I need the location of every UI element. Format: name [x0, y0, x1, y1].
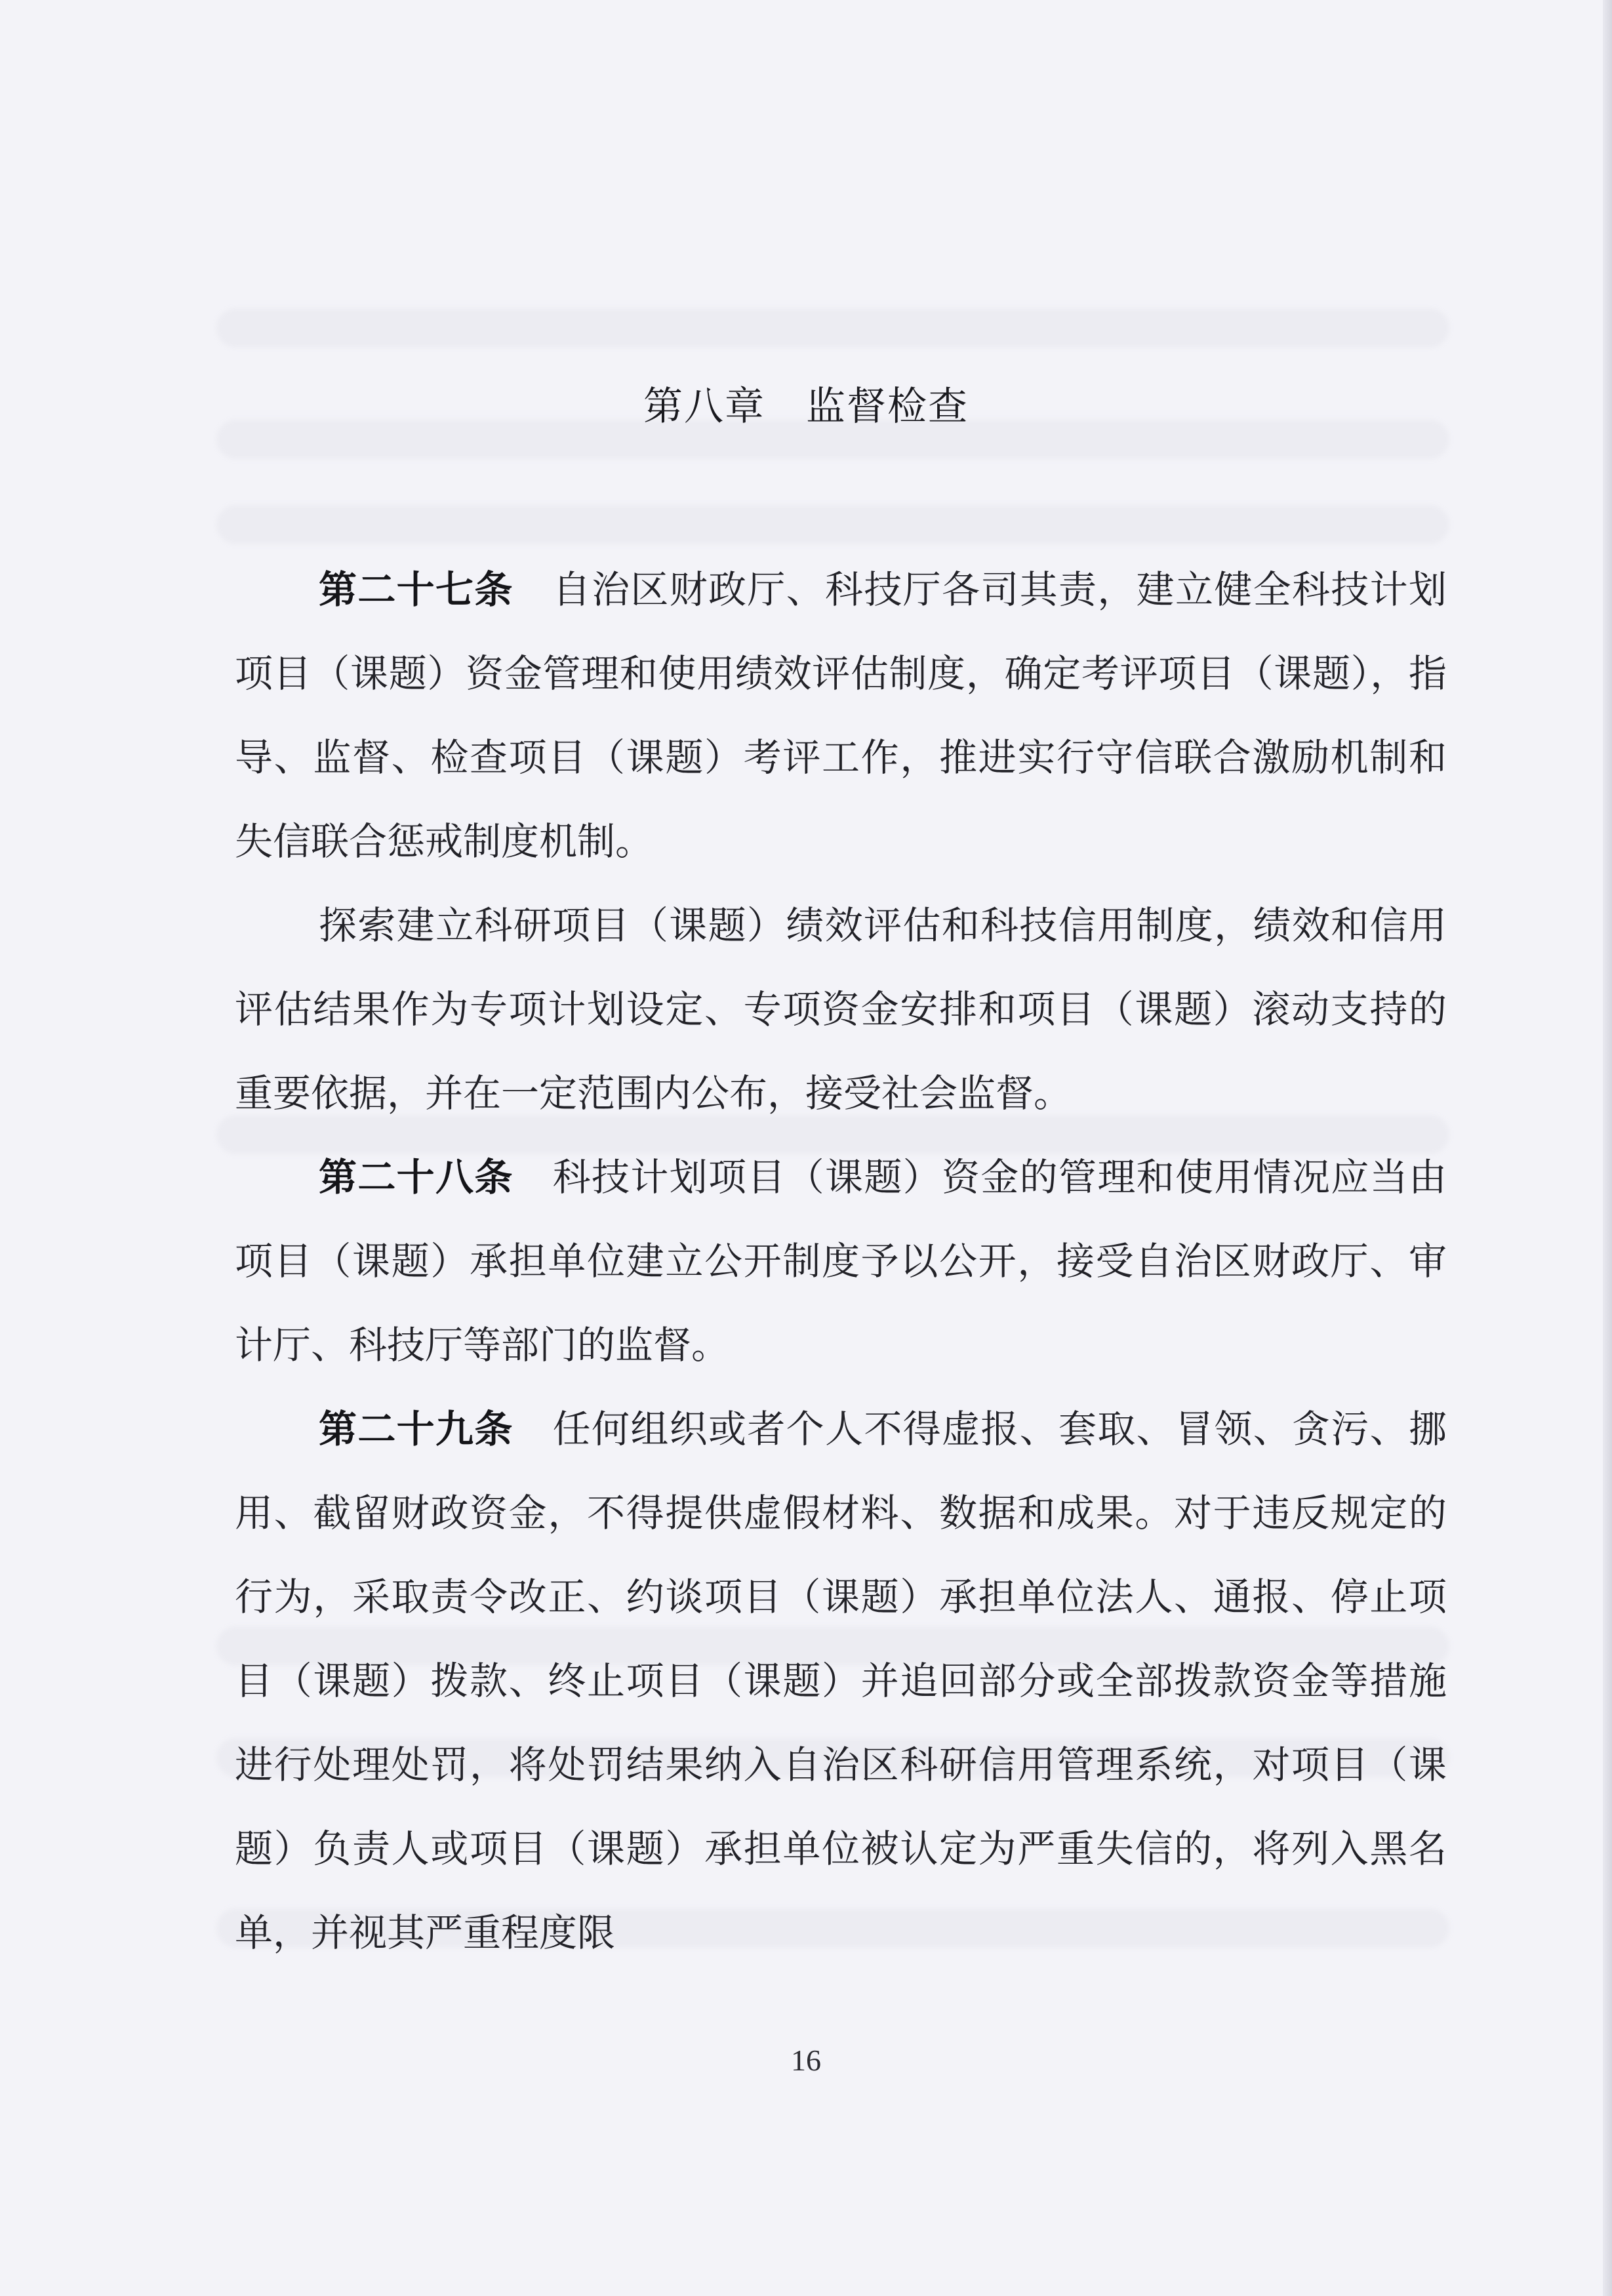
article-paragraph: [235, 1135, 1447, 1387]
page-number: 16: [791, 2044, 821, 2077]
article-number: 第二十九条: [319, 1407, 514, 1451]
article-text: 自治区财政厅、科技厅各司其责，建立健全科技计划项目（课题）资金管理和使用绩效评估制度，确定考评项目（课题），指导、监督、检查项目（课题）考评工作，推进实行守信联合激励机制和失信联合惩戒制度机制。: [235, 567, 1447, 864]
show-through-bleed: [216, 505, 1449, 544]
article-number: 第二十七条: [319, 567, 514, 612]
article-paragraph: [235, 1387, 1447, 1975]
article-paragraph: [235, 548, 1447, 883]
page-edge-shadow: [1603, 0, 1612, 2296]
article-body: [235, 548, 1447, 1975]
article-number: 第二十八条: [319, 1155, 514, 1199]
article-text: 任何组织或者个人不得虚报、套取、冒领、贪污、挪用、截留财政资金，不得提供虚假材料、数据和成果。对于违反规定的行为，采取责令改正、约谈项目（课题）承担单位法人、通报、停止项目（课题）拨款、终止项目（课题）并追回部分或全部拨款资金等措施进行处理处罚，将处罚结果纳入自治区科研信用管理系统，对项目（课题）负责人或项目（课题）承担单位被认定为严重失信的，将列入黑名单，并视其严重程度限: [235, 1407, 1447, 1955]
article-paragraph: [235, 883, 1447, 1135]
article-text: 探索建立科研项目（课题）绩效评估和科技信用制度，绩效和信用评估结果作为专项计划设定、专项资金安排和项目（课题）滚动支持的重要依据，并在一定范围内公布，接受社会监督。: [235, 903, 1447, 1116]
show-through-bleed: [216, 308, 1449, 348]
article-text: 科技计划项目（课题）资金的管理和使用情况应当由项目（课题）承担单位建立公开制度予以公开，接受自治区财政厅、审计厅、科技厅等部门的监督。: [235, 1155, 1447, 1367]
chapter-title: 第八章 监督检查: [643, 384, 969, 430]
